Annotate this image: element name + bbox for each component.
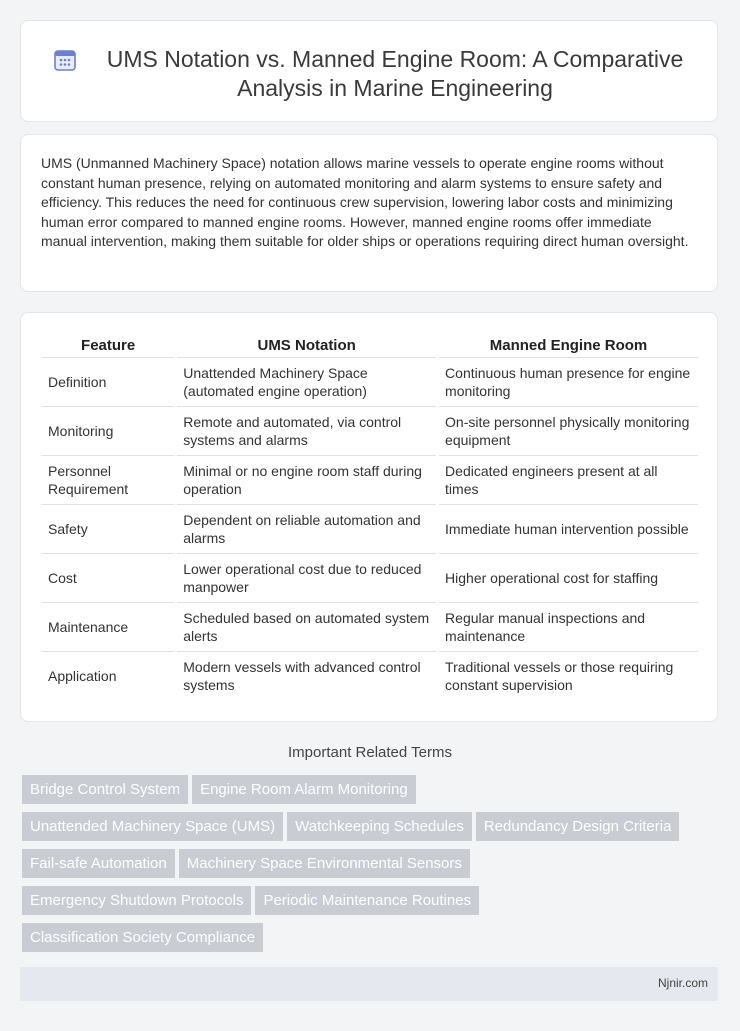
table-cell: On-site personnel physically monitoring equipment	[438, 407, 698, 456]
column-header: UMS Notation	[176, 333, 438, 358]
table-cell: Lower operational cost due to reduced manpower	[176, 554, 438, 603]
related-term-tag[interactable]: Unattended Machinery Space (UMS)	[22, 812, 283, 841]
title-card	[20, 20, 718, 122]
table-cell: Dedicated engineers present at all times	[438, 456, 698, 505]
related-term-tag[interactable]: Classification Society Compliance	[22, 923, 263, 952]
table-cell: Remote and automated, via control systems and alarms	[176, 407, 438, 456]
table-cell: Cost	[42, 554, 176, 603]
related-term-tag[interactable]: Emergency Shutdown Protocols	[22, 886, 251, 915]
table-cell: Personnel Requirement	[42, 456, 176, 505]
related-term-tag[interactable]: Fail-safe Automation	[22, 849, 175, 878]
column-header: Manned Engine Room	[438, 333, 698, 358]
table-cell: Application	[42, 652, 176, 701]
table-cell: Minimal or no engine room staff during operation	[176, 456, 438, 505]
table-cell: Unattended Machinery Space (automated engine operation)	[176, 358, 438, 407]
comparison-table-card	[20, 312, 718, 722]
table-cell: Regular manual inspections and maintenance	[438, 603, 698, 652]
table-row	[42, 407, 698, 456]
table-cell: Monitoring	[42, 407, 176, 456]
related-term-tag[interactable]: Redundancy Design Criteria	[476, 812, 680, 841]
table-cell: Immediate human intervention possible	[438, 505, 698, 554]
table-cell: Modern vessels with advanced control systems	[176, 652, 438, 701]
related-term-tag[interactable]: Periodic Maintenance Routines	[255, 886, 479, 915]
table-cell: Definition	[42, 358, 176, 407]
related-term-tag[interactable]: Machinery Space Environmental Sensors	[179, 849, 470, 878]
table-cell: Dependent on reliable automation and alarms	[176, 505, 438, 554]
related-term-tag[interactable]: Bridge Control System	[22, 775, 188, 804]
table-row	[42, 554, 698, 603]
table-cell: Higher operational cost for staffing	[438, 554, 698, 603]
footer-site-link[interactable]: Njnir.com	[657, 976, 708, 990]
table-cell: Maintenance	[42, 603, 176, 652]
column-header: Feature	[81, 337, 136, 354]
table-cell: Traditional vessels or those requiring constant supervision	[438, 652, 698, 701]
related-terms-heading: Important Related Terms	[288, 744, 452, 761]
page-title: UMS Notation vs. Manned Engine Room: A Comparative Analysis in Marine Engineering	[106, 46, 684, 101]
footer	[20, 967, 718, 1001]
table-cell: Continuous human presence for engine monitoring	[438, 358, 698, 407]
intro-card	[20, 134, 718, 292]
table-cell: Safety	[42, 505, 176, 554]
related-terms-list	[22, 775, 722, 960]
table-row	[42, 603, 698, 652]
table-row	[42, 456, 698, 505]
table-row	[42, 505, 698, 554]
comparison-table	[42, 333, 698, 700]
table-header-row	[42, 333, 698, 358]
table-row	[42, 652, 698, 701]
calendar-icon	[52, 47, 78, 73]
intro-paragraph: UMS (Unmanned Machinery Space) notation allows marine vessels to operate engine rooms without constant human presence, relying on automated monitoring and alarm systems to ensure safety and efficiency. This reduces the need for continuous crew supervision, lowering labor costs and minimizing human error compared to manned engine rooms. However, manned engine rooms offer immediate manual intervention, making them suitable for older ships or operations requiring direct human oversight.	[41, 155, 689, 250]
table-cell: Scheduled based on automated system alerts	[176, 603, 438, 652]
related-term-tag[interactable]: Watchkeeping Schedules	[287, 812, 472, 841]
table-row	[42, 358, 698, 407]
related-term-tag[interactable]: Engine Room Alarm Monitoring	[192, 775, 416, 804]
